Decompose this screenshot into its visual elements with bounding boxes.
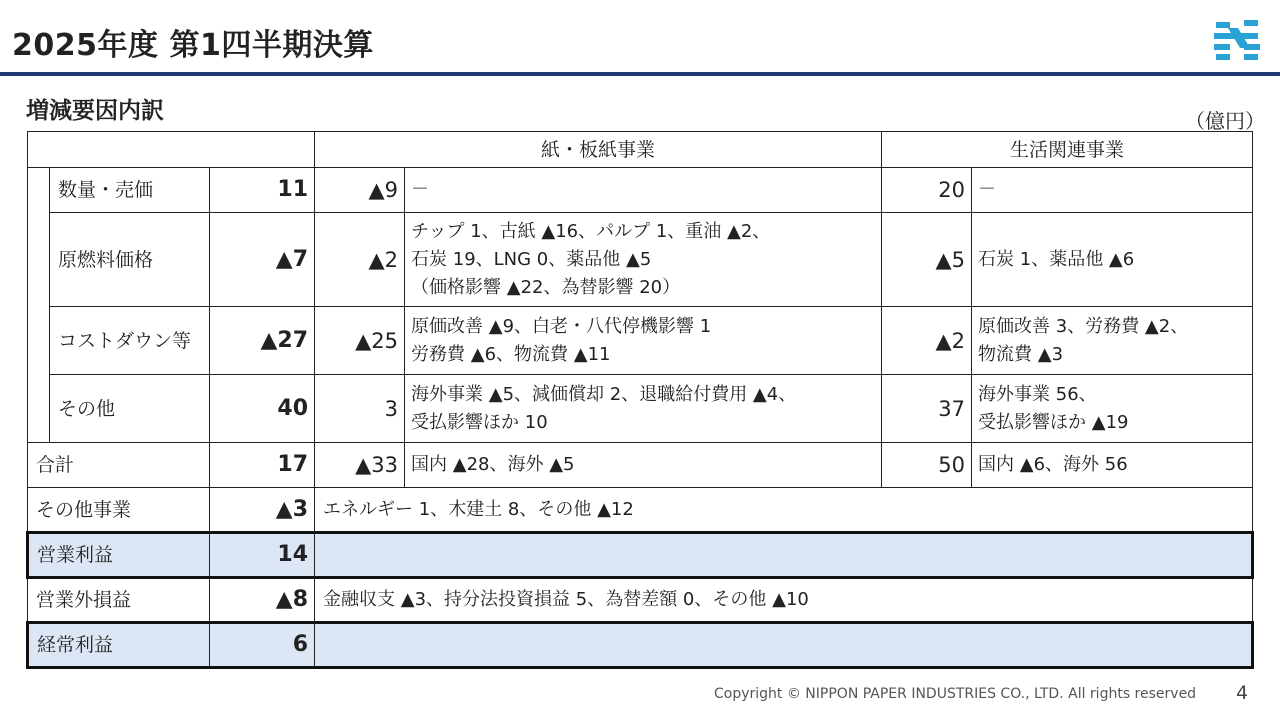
blank-cell	[315, 623, 1253, 668]
detail-line: 原価改善 ▲9、白老・八代停機影響 1	[411, 315, 712, 337]
row-total: 40	[210, 375, 315, 443]
row-total: ▲3	[210, 488, 315, 533]
non-operating-row	[28, 578, 1253, 623]
paper-detail	[405, 213, 882, 307]
row-total: 14	[210, 533, 315, 578]
paper-detail	[405, 375, 882, 443]
row-label: コストダウン等	[50, 307, 210, 375]
detail-line: 労務費 ▲6、物流費 ▲11	[411, 343, 611, 365]
paper-value: ▲9	[315, 168, 405, 213]
life-value: 20	[882, 168, 972, 213]
paper-value: 3	[315, 375, 405, 443]
row-label: 営業外損益	[28, 578, 210, 623]
paper-detail: －	[405, 168, 882, 213]
column-header-life: 生活関連事業	[882, 132, 1253, 168]
paper-detail: 国内 ▲28、海外 ▲5	[405, 443, 882, 488]
row-label: 原燃料価格	[50, 213, 210, 307]
row-note: エネルギー 1、木建土 8、その他 ▲12	[315, 488, 1253, 533]
company-logo-icon	[1210, 16, 1264, 64]
section-title: 増減要因内訳	[26, 98, 164, 124]
page-number: 4	[1236, 682, 1249, 704]
detail-line: チップ 1、古紙 ▲16、パルプ 1、重油 ▲2、	[411, 220, 771, 242]
life-detail: 石炭 1、薬品他 ▲6	[972, 213, 1253, 307]
life-value: ▲5	[882, 213, 972, 307]
table-row	[28, 307, 1253, 375]
indent-cell	[28, 168, 50, 443]
paper-value: ▲2	[315, 213, 405, 307]
row-total: ▲27	[210, 307, 315, 375]
row-label: 営業利益	[28, 533, 210, 578]
detail-line: 物流費 ▲3	[978, 343, 1064, 365]
ordinary-profit-row	[28, 623, 1253, 668]
operating-profit-row	[28, 533, 1253, 578]
life-value: ▲2	[882, 307, 972, 375]
table-header-row	[28, 132, 1253, 168]
life-detail: －	[972, 168, 1253, 213]
row-label: 数量・売価	[50, 168, 210, 213]
detail-line: 海外事業 ▲5、減価償却 2、退職給付費用 ▲4、	[411, 383, 797, 405]
paper-value: ▲25	[315, 307, 405, 375]
detail-line: 受払影響ほか 10	[411, 411, 548, 433]
row-note: 金融収支 ▲3、持分法投資損益 5、為替差額 0、その他 ▲10	[315, 578, 1253, 623]
life-value: 37	[882, 375, 972, 443]
paper-detail	[405, 307, 882, 375]
row-total: 17	[210, 443, 315, 488]
life-detail	[972, 375, 1253, 443]
page-title: 2025年度 第1四半期決算	[12, 28, 374, 63]
copyright-notice: Copyright © NIPPON PAPER INDUSTRIES CO., LTD. All rights reserved	[714, 686, 1197, 702]
column-header-paper: 紙・板紙事業	[315, 132, 882, 168]
life-detail: 国内 ▲6、海外 56	[972, 443, 1253, 488]
row-total: 6	[210, 623, 315, 668]
row-label: 経常利益	[28, 623, 210, 668]
detail-line: 海外事業 56、	[978, 383, 1097, 405]
detail-line: 石炭 19、LNG 0、薬品他 ▲5	[411, 248, 652, 270]
row-total: ▲7	[210, 213, 315, 307]
paper-value: ▲33	[315, 443, 405, 488]
detail-line: 原価改善 3、労務費 ▲2、	[978, 315, 1189, 337]
row-total: 11	[210, 168, 315, 213]
row-total: ▲8	[210, 578, 315, 623]
table-row	[28, 213, 1253, 307]
breakdown-table	[26, 131, 1254, 669]
detail-line: 受払影響ほか ▲19	[978, 411, 1129, 433]
header-blank-cell	[28, 132, 315, 168]
table-row	[28, 375, 1253, 443]
blank-cell	[315, 533, 1253, 578]
life-detail	[972, 307, 1253, 375]
row-label: 合計	[28, 443, 210, 488]
row-label: その他事業	[28, 488, 210, 533]
other-business-row	[28, 488, 1253, 533]
life-value: 50	[882, 443, 972, 488]
title-divider	[0, 72, 1280, 76]
subtotal-row	[28, 443, 1253, 488]
table-row	[28, 168, 1253, 213]
unit-label: （億円）	[1185, 109, 1265, 133]
detail-line: （価格影響 ▲22、為替影響 20）	[411, 276, 681, 298]
row-label: その他	[50, 375, 210, 443]
